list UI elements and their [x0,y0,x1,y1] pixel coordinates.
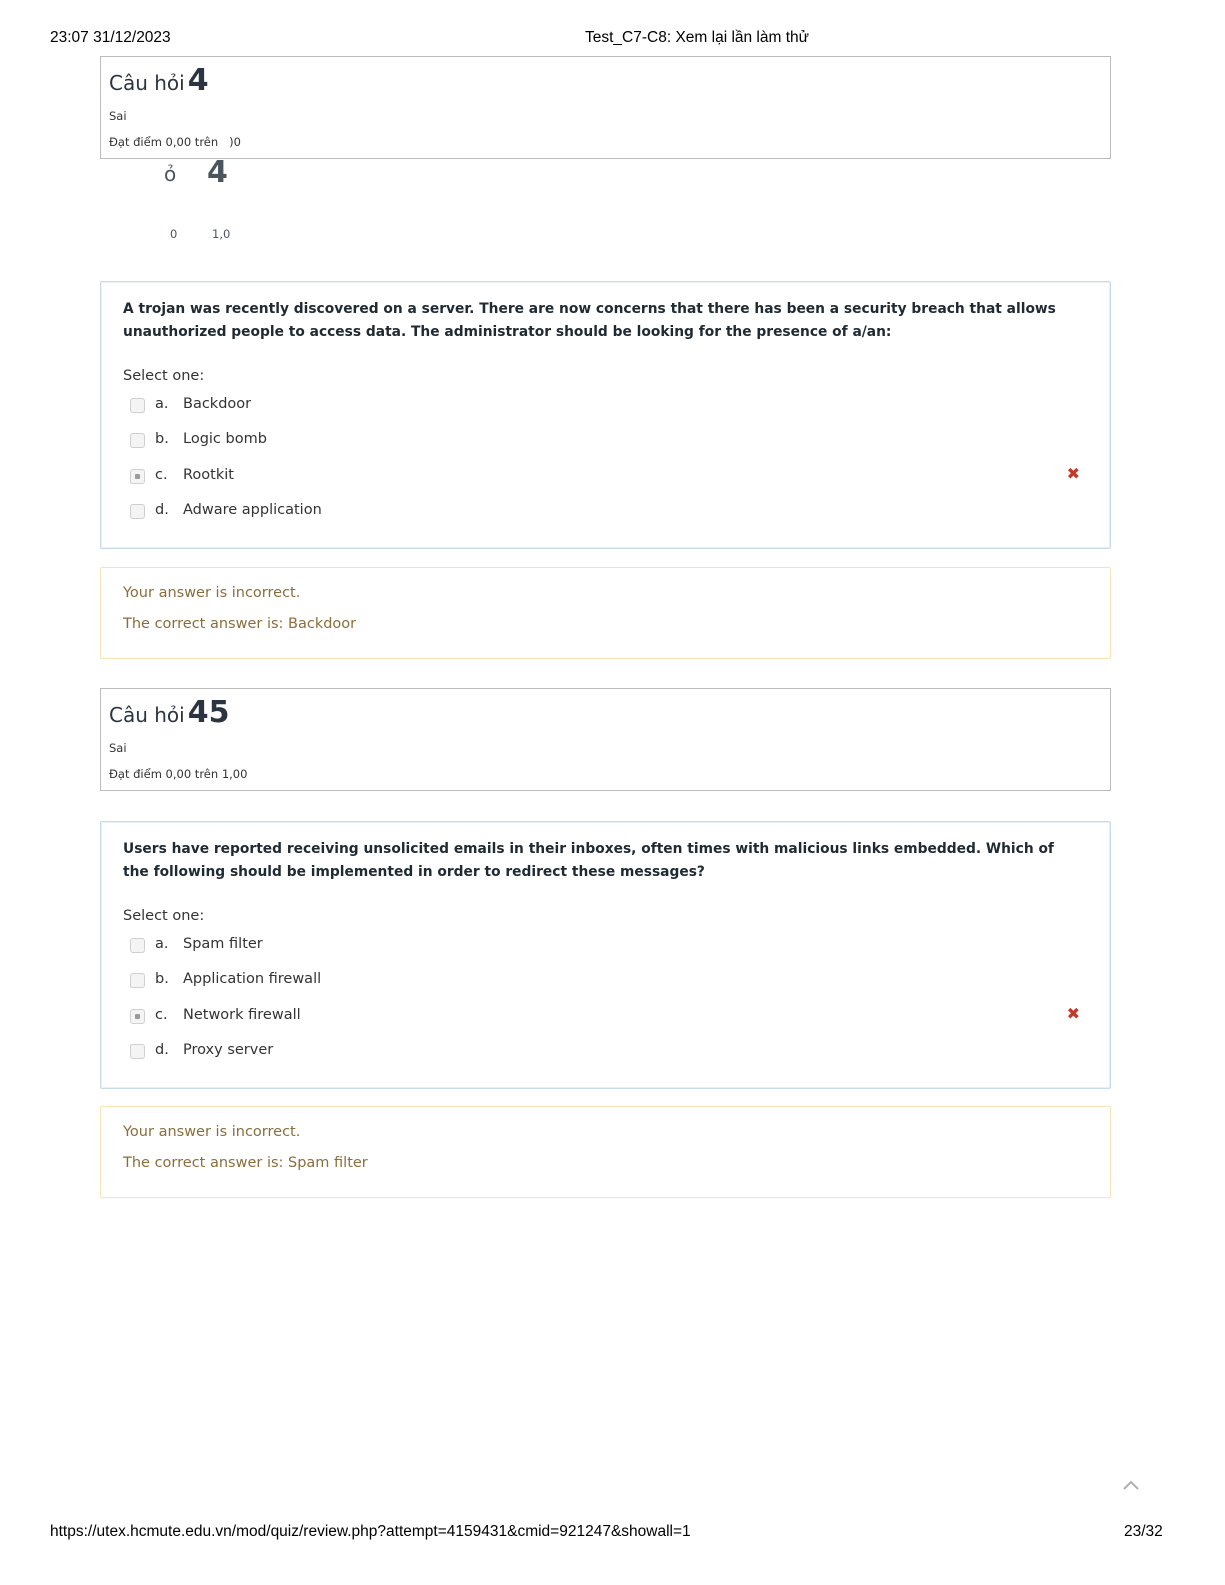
select-prompt: Select one: [123,368,205,384]
ghost-value-1: 0 [170,227,178,241]
answer-option-a[interactable] [130,394,1090,418]
answer-text: Rootkit [183,467,234,483]
answer-feedback [100,1106,1111,1198]
answer-option-d[interactable] [130,1040,1090,1064]
answer-letter: d. [155,502,169,518]
answer-option-a[interactable] [130,934,1090,958]
answer-letter: d. [155,1042,169,1058]
ghost-heading-char: ỏ [164,162,177,186]
question-text: Users have reported receiving unsolicited emails in their inboxes, often times with malicious links embedded. Which of the following should be implemented in order to redirect these messages? [123,841,1054,880]
answer-option-b[interactable] [130,429,1090,453]
question-number-heading [109,695,229,730]
incorrect-icon: ✖ [1066,464,1080,483]
question-state: Sai [109,109,127,123]
answer-text: Logic bomb [183,431,267,447]
radio-icon[interactable] [130,938,145,953]
incorrect-icon: ✖ [1066,1004,1080,1023]
question-grade-tail: )0 [229,135,241,149]
answer-text: Application firewall [183,971,322,987]
answer-option-c[interactable] [130,1005,1090,1029]
answer-text: Backdoor [183,396,252,412]
answer-letter: b. [155,971,169,987]
feedback-correct-answer: The correct answer is: Backdoor [123,616,357,632]
question-formulation [100,281,1111,549]
print-datetime: 23:07 31/12/2023 [50,29,171,46]
feedback-status: Your answer is incorrect. [123,585,301,601]
answer-text: Spam filter [183,936,263,952]
answer-letter: b. [155,431,169,447]
radio-icon[interactable] [130,1044,145,1059]
question-grade: Đạt điểm 0,00 trên 1,00 [109,767,248,781]
print-page-number: 23/32 [1124,1523,1163,1540]
print-page-title: Test_C7-C8: Xem lại lần làm thử [585,29,810,46]
radio-icon[interactable] [130,433,145,448]
radio-checked-icon[interactable] [130,1009,145,1024]
question-grade-text: Đạt điểm 0,00 trên [109,135,219,149]
question-info-box [100,56,1111,159]
answer-letter: c. [155,467,168,483]
radio-icon[interactable] [130,398,145,413]
feedback-correct-answer: The correct answer is: Spam filter [123,1155,368,1171]
ghost-heading-number: 4 [207,155,228,190]
feedback-status: Your answer is incorrect. [123,1124,301,1140]
chevron-up-icon[interactable] [1122,1476,1140,1494]
answer-text: Network firewall [183,1007,301,1023]
print-url: https://utex.hcmute.edu.vn/mod/quiz/review.php?attempt=4159431&cmid=921247&showall=1 [50,1523,691,1540]
question-number: 4 [187,63,209,98]
question-info-box [100,688,1111,791]
select-prompt: Select one: [123,908,205,924]
question-state: Sai [109,741,127,755]
question-text: A trojan was recently discovered on a server. There are now concerns that there has been a security breach that allows unauthorized people to access data. The administrator should be looking for the presence of a/an: [123,301,1056,340]
answer-option-c[interactable] [130,465,1090,489]
answer-letter: a. [155,396,169,412]
answer-text: Proxy server [183,1042,274,1058]
question-number: 45 [187,695,230,730]
question-label: Câu hỏi [109,71,185,95]
question-grade [109,135,241,149]
answer-feedback [100,567,1111,659]
question-number-heading [109,63,209,98]
radio-checked-icon[interactable] [130,469,145,484]
question-formulation [100,821,1111,1089]
answer-letter: a. [155,936,169,952]
radio-icon[interactable] [130,973,145,988]
answer-option-d[interactable] [130,500,1090,524]
answer-letter: c. [155,1007,168,1023]
ghost-value-2: 1,0 [212,227,231,241]
radio-icon[interactable] [130,504,145,519]
answer-option-b[interactable] [130,969,1090,993]
answer-text: Adware application [183,502,322,518]
question-label: Câu hỏi [109,703,185,727]
